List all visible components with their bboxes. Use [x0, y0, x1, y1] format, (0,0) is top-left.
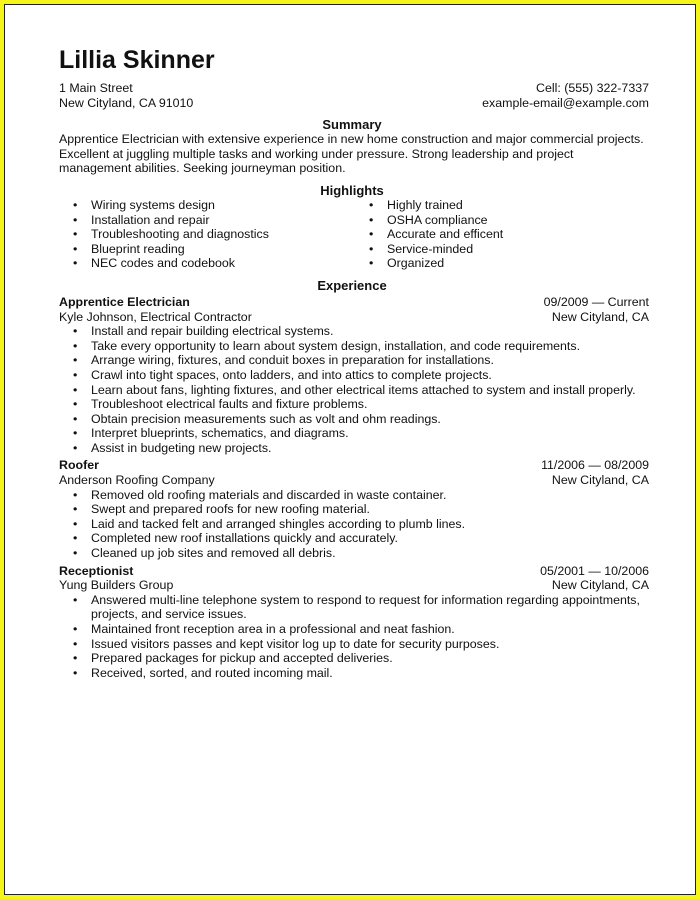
job-dates: 11/2006 — 08/2009: [541, 458, 649, 473]
job-dates: 09/2009 — Current: [543, 294, 649, 309]
duty-item: • Maintained front reception area in a professional and neat fashion.: [55, 622, 649, 637]
resume-page: [55, 45, 649, 680]
duty-item: • Troubleshoot electrical faults and fixture problems.: [55, 397, 649, 412]
duty-item: • Answered multi-line telephone system to respond to request for information regarding appointments, projects, and service issues.: [55, 593, 649, 622]
address-block: [59, 81, 193, 110]
duty-item: • Arrange wiring, fixtures, and conduit boxes in preparation for installations.: [55, 353, 649, 368]
phone: Cell: (555) 322-7337: [536, 81, 649, 95]
duty-item: • Assist in budgeting new projects.: [55, 441, 649, 456]
job-employer: Yung Builders Group: [59, 578, 174, 593]
job-title: Receptionist: [59, 563, 134, 578]
highlight-item: • Wiring systems design: [55, 198, 351, 213]
contact-block: [55, 81, 649, 110]
email: example-email@example.com: [482, 95, 649, 110]
highlight-item: • Accurate and efficent: [351, 227, 647, 242]
highlights-left-column: [55, 198, 351, 271]
highlight-item: • Service-minded: [351, 242, 647, 257]
job-header: [55, 295, 649, 310]
duty-item: • Obtain precision measurements such as volt and ohm readings.: [55, 412, 649, 427]
duty-item: • Crawl into tight spaces, onto ladders, and into attics to complete projects.: [55, 368, 649, 383]
resume-name: Lillia Skinner: [59, 46, 215, 74]
job-duties: [55, 593, 649, 681]
duty-item: • Laid and tacked felt and arranged shingles according to plumb lines.: [55, 517, 649, 532]
document-frame: [4, 4, 696, 895]
job-entry: [55, 295, 649, 456]
job-entry: [55, 458, 649, 560]
job-employer: Kyle Johnson, Electrical Contractor: [59, 309, 252, 324]
highlight-item: • Highly trained: [351, 198, 647, 213]
job-duties: [55, 324, 649, 455]
job-title: Roofer: [59, 458, 99, 473]
job-header: [55, 458, 649, 473]
job-subheader: [55, 310, 649, 325]
highlights-list: [55, 198, 649, 271]
job-location: New Cityland, CA: [551, 309, 649, 324]
job-subheader: [55, 578, 649, 593]
summary-text: Apprentice Electrician with extensive experience in new home construction and major commercial projects. Excellent at juggling multiple tasks and working under pressure. Strong leadership and project management abilities. Seeking journeyman position.: [59, 132, 644, 176]
highlight-item: • Troubleshooting and diagnostics: [55, 227, 351, 242]
highlight-item: • Organized: [351, 256, 647, 271]
job-entry: [55, 564, 649, 681]
job-header: [55, 564, 649, 579]
job-subheader: [55, 473, 649, 488]
job-employer: Anderson Roofing Company: [59, 473, 215, 488]
job-dates: 05/2001 — 10/2006: [540, 563, 649, 578]
address-line2: New Cityland, CA 91010: [59, 95, 194, 110]
duty-item: • Completed new roof installations quickly and accurately.: [55, 531, 649, 546]
highlight-item: • Blueprint reading: [55, 242, 351, 257]
contact-details: [482, 81, 649, 110]
address-line1: 1 Main Street: [59, 81, 133, 95]
duty-item: • Install and repair building electrical systems.: [55, 324, 649, 339]
experience-heading: Experience: [317, 277, 387, 293]
highlight-item: • Installation and repair: [55, 213, 351, 228]
job-title: Apprentice Electrician: [59, 294, 190, 309]
highlights-right-column: [351, 198, 647, 271]
highlights-heading: Highlights: [320, 182, 384, 198]
duty-item: • Cleaned up job sites and removed all debris.: [55, 546, 649, 561]
highlight-item: • NEC codes and codebook: [55, 256, 351, 271]
summary-heading: Summary: [322, 117, 382, 133]
duty-item: • Prepared packages for pickup and accepted deliveries.: [55, 651, 649, 666]
duty-item: • Swept and prepared roofs for new roofing material.: [55, 502, 649, 517]
job-location: New Cityland, CA: [551, 473, 649, 488]
duty-item: • Received, sorted, and routed incoming mail.: [55, 666, 649, 681]
job-location: New Cityland, CA: [551, 578, 649, 593]
duty-item: • Learn about fans, lighting fixtures, and other electrical items attached to system and install properly.: [55, 383, 649, 398]
duty-item: • Interpret blueprints, schematics, and diagrams.: [55, 426, 649, 441]
highlight-item: • OSHA compliance: [351, 213, 647, 228]
duty-item: • Issued visitors passes and kept visitor log up to date for security purposes.: [55, 637, 649, 652]
duty-item: • Removed old roofing materials and discarded in waste container.: [55, 488, 649, 503]
duty-item: • Take every opportunity to learn about system design, installation, and code requirements.: [55, 339, 649, 354]
job-duties: [55, 488, 649, 561]
